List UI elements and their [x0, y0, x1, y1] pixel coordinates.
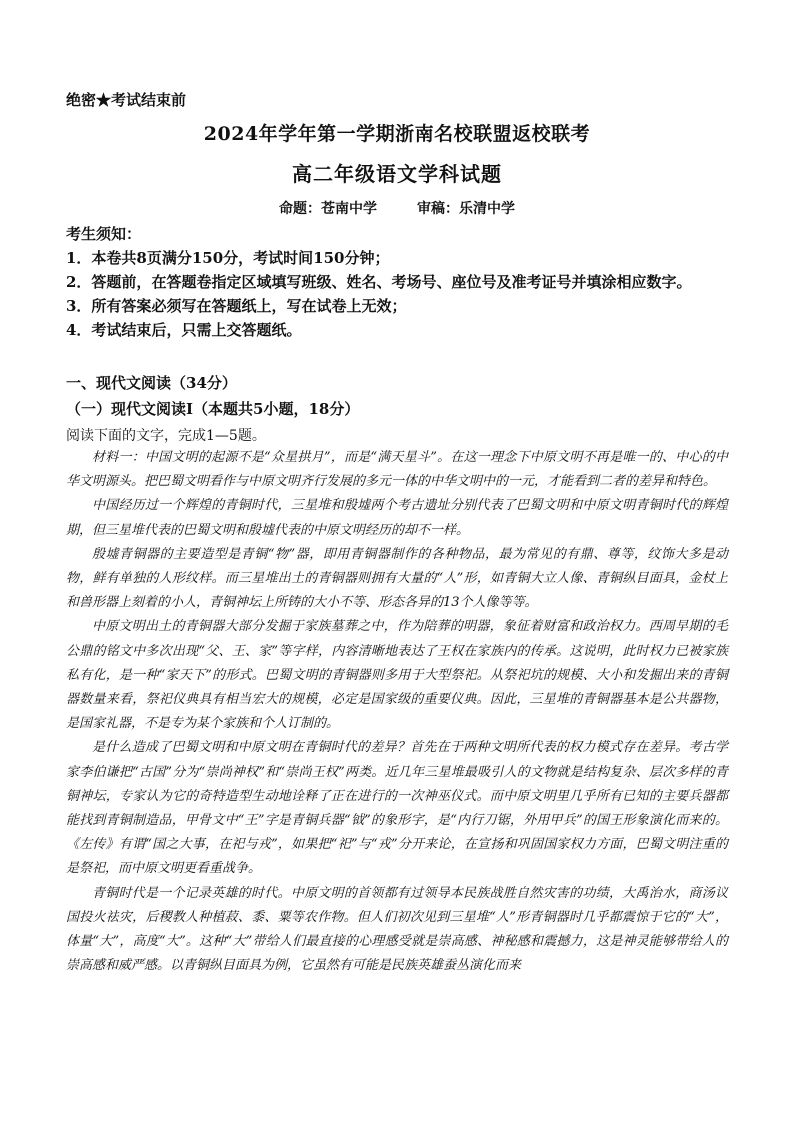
reading-passage [66, 446, 728, 978]
exam-subtitle: 高二年级语文学科试题 [292, 162, 502, 186]
confidential-label: 绝密★考试结束前 [66, 91, 187, 109]
notice-heading: 考生须知： [66, 225, 142, 243]
notice-item: 2．答题前，在答题卷指定区域填写班级、姓名、考场号、座位号及准考证号并填涂相应数字。 [66, 273, 692, 291]
part-title: 一、现代文阅读（34分） [66, 374, 237, 392]
authors-line [0, 198, 794, 218]
passage-paragraph: 青铜时代是一个记录英雄的时代。中原文明的首领都有过领导本民族战胜自然灾害的功绩，大禹治水，商汤议国投火祛灾，后稷教人种植菽、黍、粟等农作物。但人们初次见到三星堆“人”形青铜器时几乎都震惊于它的“大”，体量“大”，高度“大”。这种“大”带给人们最直接的心理感受就是崇高感、神秘感和震撼力，这是神灵能够带给人的崇高感和威严感。以青铜纵目面具为例，它虽然有可能是民族英雄蚕丛演化而来 [66, 885, 728, 974]
reading-instruction: 阅读下面的文字，完成1—5题。 [66, 428, 266, 444]
notice-item: 1．本卷共8页满分150分，考试时间150分钟； [66, 249, 390, 267]
notice-item: 3．所有答案必须写在答题纸上，写在试卷上无效； [66, 297, 407, 315]
passage-paragraph: 殷墟青铜器的主要造型是青铜“物”器，即用青铜器制作的各种物品，最为常见的有鼎、尊等，纹饰大多是动物，鲜有单独的人形纹样。而三星堆出土的青铜器则拥有大量的“人”形，如青铜大立人像、青铜纵目面具，金杖上和兽形器上刻着的小人，青铜神坛上所铸的大小不等、形态各异的13个人像等等。 [66, 546, 728, 611]
candidate-notice [66, 222, 736, 342]
reviewer-label: 审稿：乐清中学 [417, 201, 515, 217]
passage-paragraph: 中国经历过一个辉煌的青铜时代，三星堆和殷墟两个考古遗址分别代表了巴蜀文明和中原文明青铜时代的辉煌期，但三星堆代表的巴蜀文明和殷墟代表的中原文明经历的却不一样。 [66, 498, 728, 538]
proposer-label: 命题：苍南中学 [279, 201, 377, 217]
passage-paragraph: 是什么造成了巴蜀文明和中原文明在青铜时代的差异？首先在于两种文明所代表的权力模式存在差异。考古学家李伯谦把“古国”分为“崇尚神权”和“崇尚王权”两类。近几年三星堆最吸引人的文物就是结构复杂、层次多样的青铜神坛，专家认为它的奇特造型生动地诠释了正在进行的一次神巫仪式。而中原文明里几乎所有已知的主要兵器都能找到青铜制造品，甲骨文中“王”字是青铜兵器“钺”的象形字，是“内行刀锯，外用甲兵”的国王形象演化而来的。《左传》有谓“国之大事，在祀与戎”，如果把“祀”与“戎”分开来论，在宣扬和巩固国家权力方面，巴蜀文明注重的是祭祀，而中原文明更看重战争。 [66, 740, 728, 877]
passage-paragraph: 中原文明出土的青铜器大部分发掘于家族墓葬之中，作为陪葬的明器，象征着财富和政治权力。西周早期的毛公鼎的铭文中多次出现“父、王、家”等字样，内容清晰地表达了王权在家族内的传承。这说明，此时权力已被家族私有化，是一种“家天下”的形式。巴蜀文明的青铜器则多用于大型祭祀。从祭祀坑的规模、大小和发掘出来的青铜器数量来看，祭祀仪典具有相当宏大的规模，必定是国家级的重要仪典。因此，三星堆的青铜器基本是公共器物，是国家礼器，不是专为某个家族和个人订制的。 [66, 619, 728, 732]
notice-item: 4．考试结束后，只需上交答题纸。 [66, 321, 302, 339]
passage-paragraph: 材料一：中国文明的起源不是“众星拱月”，而是“满天星斗”。在这一理念下中原文明不再是唯一的、中心的中华文明源头。把巴蜀文明看作与中原文明齐行发展的多元一体的中华文明中的一元，才能看到二者的差异和特色。 [66, 450, 728, 490]
exam-title: 2024年学年第一学期浙南名校联盟返校联考 [203, 123, 591, 145]
sub-section-title: （一）现代文阅读Ⅰ（本题共5小题，18分） [66, 400, 360, 418]
